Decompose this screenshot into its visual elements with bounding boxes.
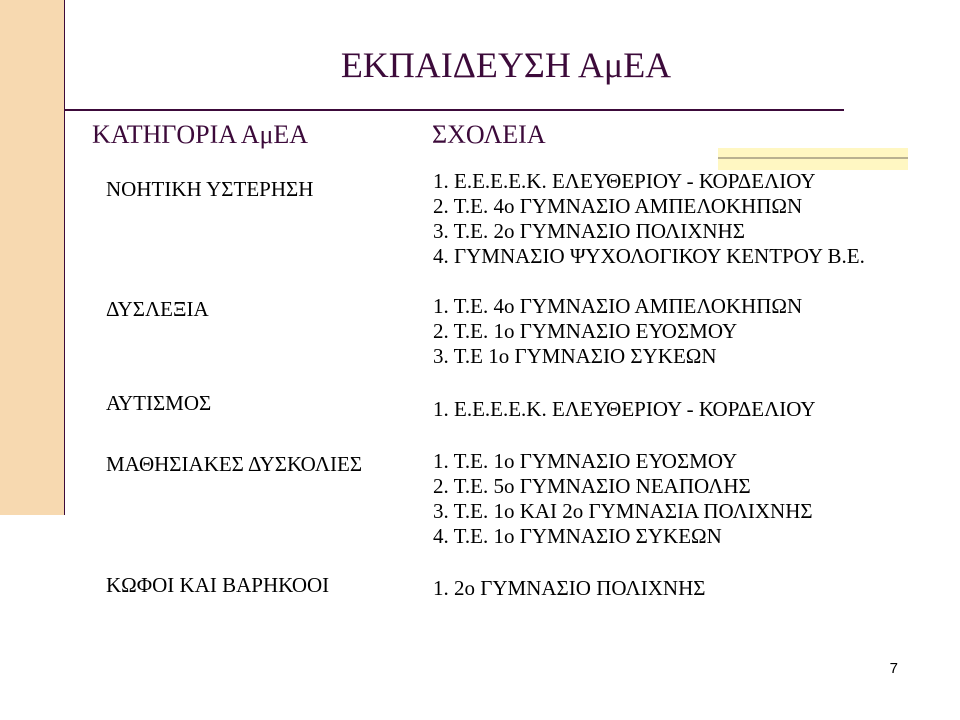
school-item: 4. Τ.Ε. 1ο ΓΥΜΝΑΣΙΟ ΣΥΚΕΩΝ xyxy=(433,524,722,548)
school-item: 1. Τ.Ε. 1ο ΓΥΜΝΑΣΙΟ ΕΥΟΣΜΟΥ xyxy=(433,449,738,473)
category-label: ΑΥΤΙΣΜΟΣ xyxy=(106,391,212,415)
school-item: 4. ΓΥΜΝΑΣΙΟ ΨΥΧΟΛΟΓΙΚΟΥ ΚΕΝΤΡΟΥ Β.Ε. xyxy=(433,244,865,268)
school-list xyxy=(433,294,802,369)
school-item: 1. Ε.Ε.Ε.Ε.Κ. ΕΛΕΥΘΕΡΙΟΥ - ΚΟΡΔΕΛΙΟΥ xyxy=(433,397,816,421)
decorative-highlight-line xyxy=(718,157,908,159)
school-item: 3. Τ.Ε 1ο ΓΥΜΝΑΣΙΟ ΣΥΚΕΩΝ xyxy=(433,344,717,368)
category-label: ΔΥΣΛΕΞΙΑ xyxy=(106,297,209,321)
school-item: 2. Τ.Ε. 1ο ΓΥΜΝΑΣΙΟ ΕΥΟΣΜΟΥ xyxy=(433,319,738,343)
school-item: 3. Τ.Ε. 1ο ΚΑΙ 2ο ΓΥΜΝΑΣΙΑ ΠΟΛΙΧΝΗΣ xyxy=(433,499,813,523)
school-item: 1. 2ο ΓΥΜΝΑΣΙΟ ΠΟΛΙΧΝΗΣ xyxy=(433,576,706,600)
category-column-header: ΚΑΤΗΓΟΡΙΑ ΑμΕΑ xyxy=(92,120,309,149)
school-item: 2. Τ.Ε. 4ο ΓΥΜΝΑΣΙΟ ΑΜΠΕΛΟΚΗΠΩΝ xyxy=(433,194,803,218)
school-item: 3. Τ.Ε. 2ο ΓΥΜΝΑΣΙΟ ΠΟΛΙΧΝΗΣ xyxy=(433,219,745,243)
school-list xyxy=(433,169,865,269)
school-item: 1. Τ.Ε. 4ο ΓΥΜΝΑΣΙΟ ΑΜΠΕΛΟΚΗΠΩΝ xyxy=(433,294,803,318)
category-label: ΚΩΦΟΙ ΚΑΙ ΒΑΡΗΚΟΟΙ xyxy=(106,573,330,597)
school-item: 2. Τ.Ε. 5ο ΓΥΜΝΑΣΙΟ ΝΕΑΠΟΛΗΣ xyxy=(433,474,751,498)
school-item: 1. Ε.Ε.Ε.Ε.Κ. ΕΛΕΥΘΕΡΙΟΥ - ΚΟΡΔΕΛΙΟΥ xyxy=(433,169,816,193)
slide-title: ΕΚΠΑΙΔΕΥΣΗ ΑμΕΑ xyxy=(340,45,672,85)
school-list xyxy=(433,397,816,422)
schools-column-header: ΣΧΟΛΕΙΑ xyxy=(432,120,546,149)
school-list xyxy=(433,576,705,601)
category-label: ΜΑΘΗΣΙΑΚΕΣ ΔΥΣΚΟΛΙΕΣ xyxy=(106,452,363,476)
school-list xyxy=(433,449,813,549)
category-label: ΝΟΗΤΙΚΗ ΥΣΤΕΡΗΣΗ xyxy=(106,177,314,201)
decorative-highlight xyxy=(718,148,908,170)
page-number: 7 xyxy=(889,660,898,677)
horizontal-divider xyxy=(64,109,844,111)
